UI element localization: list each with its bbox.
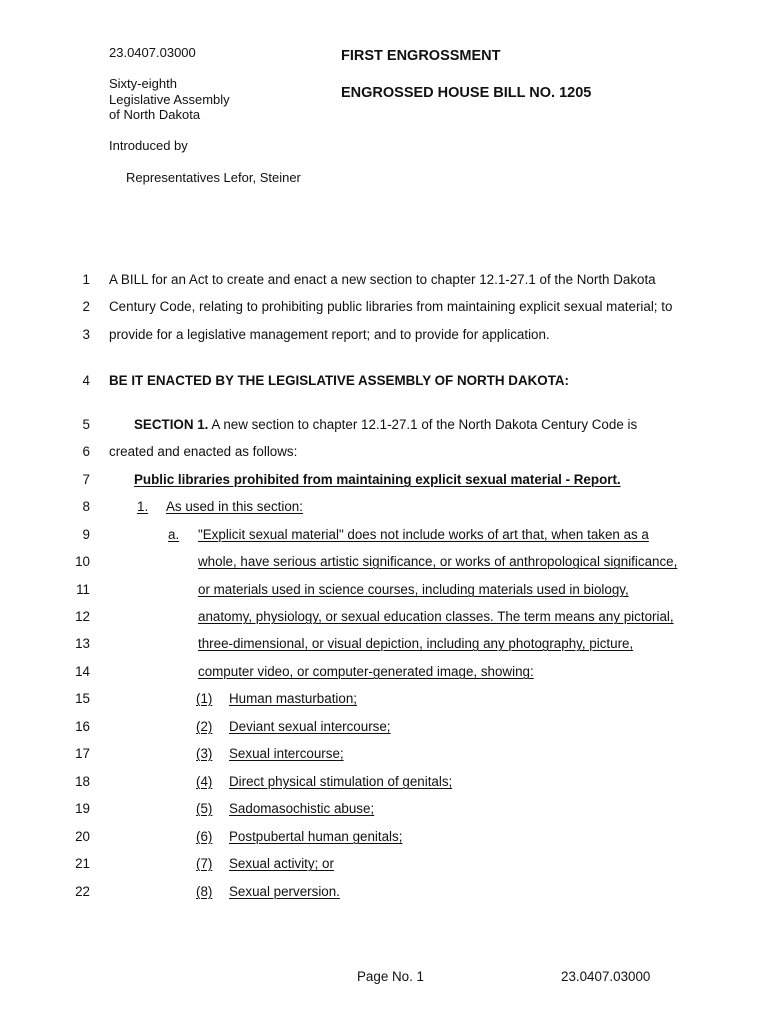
line-4 [0,373,768,393]
line-number: 13 [75,636,90,651]
line-text: Sadomasochistic abuse; [229,801,375,816]
line-number: 21 [75,856,90,871]
line-20 [0,829,768,849]
line-number: 17 [75,746,90,761]
line-text: Postpubertal human genitals; [229,829,403,844]
line-text: or materials used in science courses, including materials used in biology, [198,582,629,597]
line-number: 6 [82,444,90,459]
bill-code: 23.0407.03000 [109,45,196,60]
line-text: provide for a legislative management report; and to provide for application. [109,327,550,342]
item-marker: (5) [196,801,213,816]
item-marker: (6) [196,829,213,844]
line-6 [0,444,768,464]
line-number: 3 [82,327,90,342]
item-marker: (2) [196,719,213,734]
line-text: created and enacted as follows: [109,444,298,459]
section-heading: Public libraries prohibited from maintaining explicit sexual material - Report. [134,472,621,487]
introduced-by: Introduced by [109,138,188,153]
line-17 [0,746,768,766]
line-5 [0,417,768,437]
line-1 [0,272,768,292]
line-11 [0,582,768,602]
line-number: 9 [82,527,90,542]
line-number: 4 [82,373,90,388]
line-19 [0,801,768,821]
line-number: 1 [82,272,90,287]
line-7 [0,472,768,492]
line-18 [0,774,768,794]
assembly-line-1: Sixty-eighth [109,76,177,91]
line-text: computer video, or computer-generated image, showing: [198,664,534,679]
line-text: A BILL for an Act to create and enact a new section to chapter 12.1-27.1 of the North Dakota [109,272,656,287]
line-2 [0,299,768,319]
line-14 [0,664,768,684]
line-text: Sexual activity; or [229,856,334,871]
line-text: Century Code, relating to prohibiting public libraries from maintaining explicit sexual material; to [109,299,673,314]
line-number: 12 [75,609,90,624]
line-text: "Explicit sexual material" does not include works of art that, when taken as a [198,527,649,542]
footer-bill-code: 23.0407.03000 [561,969,651,984]
line-13 [0,636,768,656]
line-text: anatomy, physiology, or sexual education classes. The term means any pictorial, [198,609,674,624]
item-marker: (7) [196,856,213,871]
line-number: 8 [82,499,90,514]
line-text: A new section to chapter 12.1-27.1 of the North Dakota Century Code is [208,417,638,432]
line-9 [0,527,768,547]
line-number: 18 [75,774,90,789]
line-number: 14 [75,664,90,679]
item-marker: (8) [196,884,213,899]
line-text: whole, have serious artistic significance, or works of anthropological significance, [198,554,678,569]
section-label: SECTION 1. [134,417,209,432]
item-marker: (1) [196,691,213,706]
line-22 [0,884,768,904]
line-number: 22 [75,884,90,899]
line-3 [0,327,768,347]
page-number: Page No. 1 [357,969,424,984]
line-text: As used in this section: [166,499,303,514]
engrossment-title: FIRST ENGROSSMENT [341,48,501,64]
line-number: 15 [75,691,90,706]
line-text: Human masturbation; [229,691,358,706]
line-number: 20 [75,829,90,844]
line-10 [0,554,768,574]
line-text: Deviant sexual intercourse; [229,719,391,734]
line-number: 7 [82,472,90,487]
line-number: 19 [75,801,90,816]
subdivision-marker: a. [168,527,180,542]
line-number: 16 [75,719,90,734]
line-15 [0,691,768,711]
assembly-line-3: of North Dakota [109,107,201,122]
line-number: 11 [76,582,90,597]
line-16 [0,719,768,739]
enacting-clause: BE IT ENACTED BY THE LEGISLATIVE ASSEMBLY OF NORTH DAKOTA: [109,373,570,388]
assembly-line-2: Legislative Assembly [109,92,230,107]
line-12 [0,609,768,629]
subsection-marker: 1. [137,499,149,514]
line-number: 2 [82,299,90,314]
item-marker: (3) [196,746,213,761]
line-text: three-dimensional, or visual depiction, including any photography, picture, [198,636,634,651]
line-text: Sexual perversion. [229,884,340,899]
bill-title: ENGROSSED HOUSE BILL NO. 1205 [341,85,592,101]
line-text: Sexual intercourse; [229,746,344,761]
line-text: Direct physical stimulation of genitals; [229,774,453,789]
sponsors: Representatives Lefor, Steiner [126,170,301,185]
line-number: 10 [75,554,90,569]
item-marker: (4) [196,774,213,789]
line-number: 5 [82,417,90,432]
line-21 [0,856,768,876]
line-8 [0,499,768,519]
